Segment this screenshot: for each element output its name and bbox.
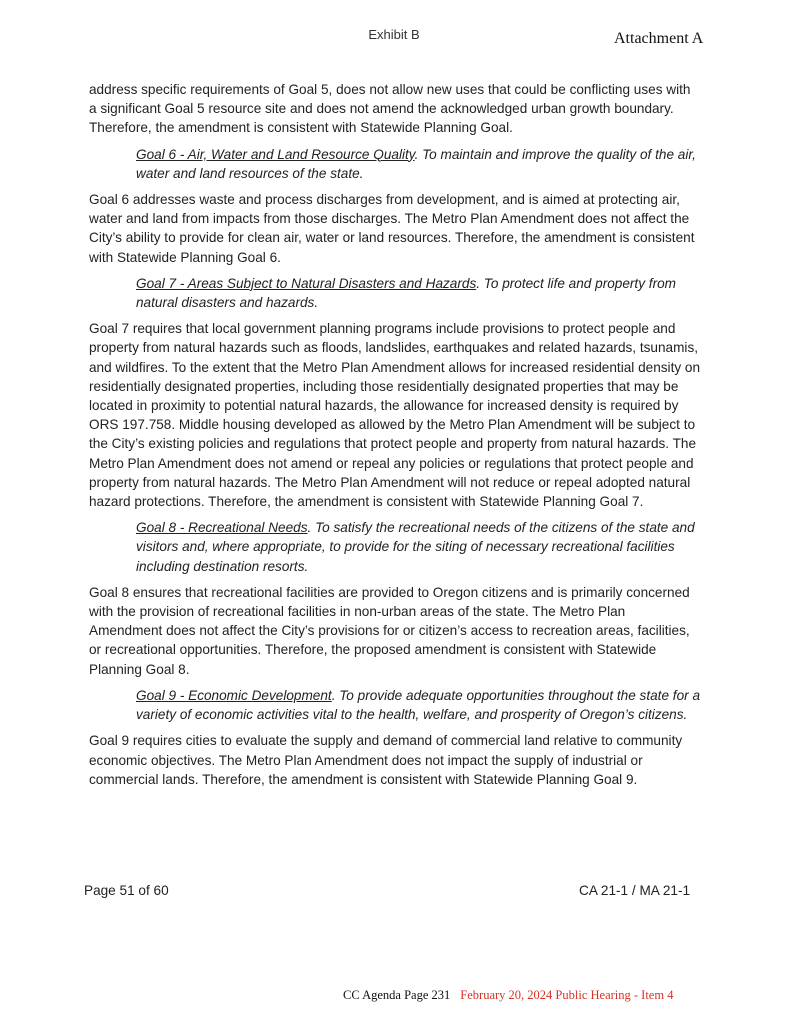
- attachment-label: Attachment A: [614, 30, 704, 47]
- goal7-name: Goal 7 - Areas Subject to Natural Disasters and Hazards: [136, 275, 477, 291]
- page-number: Page 51 of 60: [84, 883, 169, 898]
- document-body: [89, 80, 701, 796]
- paragraph-goal6: Goal 6 addresses waste and process discharges from development, and is aimed at protecting air, water and land from impacts from those discharges. The Metro Plan Amendment does not affect the City’s ability to provide for clean air, water or land resources. Therefore, the amendment is consistent with Statewide Planning Goal 6.: [89, 192, 695, 265]
- agenda-page: CC Agenda Page 231: [343, 988, 451, 1002]
- goal9-heading: [136, 686, 701, 724]
- paragraph-goal5-conclusion: address specific requirements of Goal 5, does not allow new uses that could be conflicting uses with a significant Goal 5 resource site and does not amend the acknowledged urban growth boundary. Therefore, the amendment is consistent with Statewide Planning Goal.: [89, 82, 691, 136]
- goal8-name: Goal 8 - Recreational Needs: [136, 520, 308, 536]
- paragraph-goal8: Goal 8 ensures that recreational facilities are provided to Oregon citizens and is primarily concerned with the provision of recreational facilities in non-urban areas of the state. The Metro Plan Amendment does not affect the City’s provisions for or citizen’s access to recreation areas, facilities, or recreational opportunities. Therefore, the proposed amendment is consistent with Statewide Planning Goal 8.: [89, 584, 690, 677]
- goal6-heading: [136, 145, 701, 183]
- goal9-name: Goal 9 - Economic Development: [136, 687, 332, 703]
- paragraph-goal7: Goal 7 requires that local government planning programs include provisions to protect people and property from natural hazards such as floods, landslides, earthquakes and related hazards, tsunamis, and wildfires. To the extent that the Metro Plan Amendment allows for increased residential density on residentially designated properties, including those residentially designated properties that may be located in proximity to potential natural hazards, the allowance for increased density is required by ORS 197.758. Middle housing developed as allowed by the Metro Plan Amendment will be subject to the City’s existing policies and regulations that protect people and property from natural hazards. The Metro Plan Amendment does not amend or repeal any policies or regulations that protect people and property from natural hazards. The Metro Plan Amendment will not reduce or repeal adopted natural hazard protections. Therefore, the amendment is consistent with Statewide Planning Goal 7.: [89, 321, 701, 510]
- goal6-text: . To maintain and improve the quality of the air, water and land resources of the state.: [136, 146, 696, 181]
- case-number: CA 21-1 / MA 21-1: [579, 883, 691, 898]
- agenda-footer: [343, 988, 673, 1003]
- paragraph-goal9: Goal 9 requires cities to evaluate the supply and demand of commercial land relative to community economic objectives. The Metro Plan Amendment does not impact the supply of industrial or commercial lands. Therefore, the amendment is consistent with Statewide Planning Goal 9.: [89, 733, 683, 787]
- hearing-date: February 20, 2024 Public Hearing - Item 4: [460, 988, 674, 1002]
- goal6-name: Goal 6 - Air, Water and Land Resource Quality: [136, 146, 415, 162]
- goal8-heading: [136, 518, 701, 576]
- goal7-text: . To protect life and property from natural disasters and hazards.: [136, 275, 676, 311]
- goal7-heading: [136, 274, 701, 312]
- goal8-text: . To satisfy the recreational needs of the citizens of the state and visitors and, where appropriate, to provide for the siting of necessary recreational facilities including destination resorts.: [136, 520, 695, 574]
- exhibit-label: Exhibit B: [368, 27, 420, 42]
- goal9-text: . To provide adequate opportunities throughout the state for a variety of economic activities vital to the health, welfare, and prosperity of Oregon’s citizens.: [136, 687, 701, 723]
